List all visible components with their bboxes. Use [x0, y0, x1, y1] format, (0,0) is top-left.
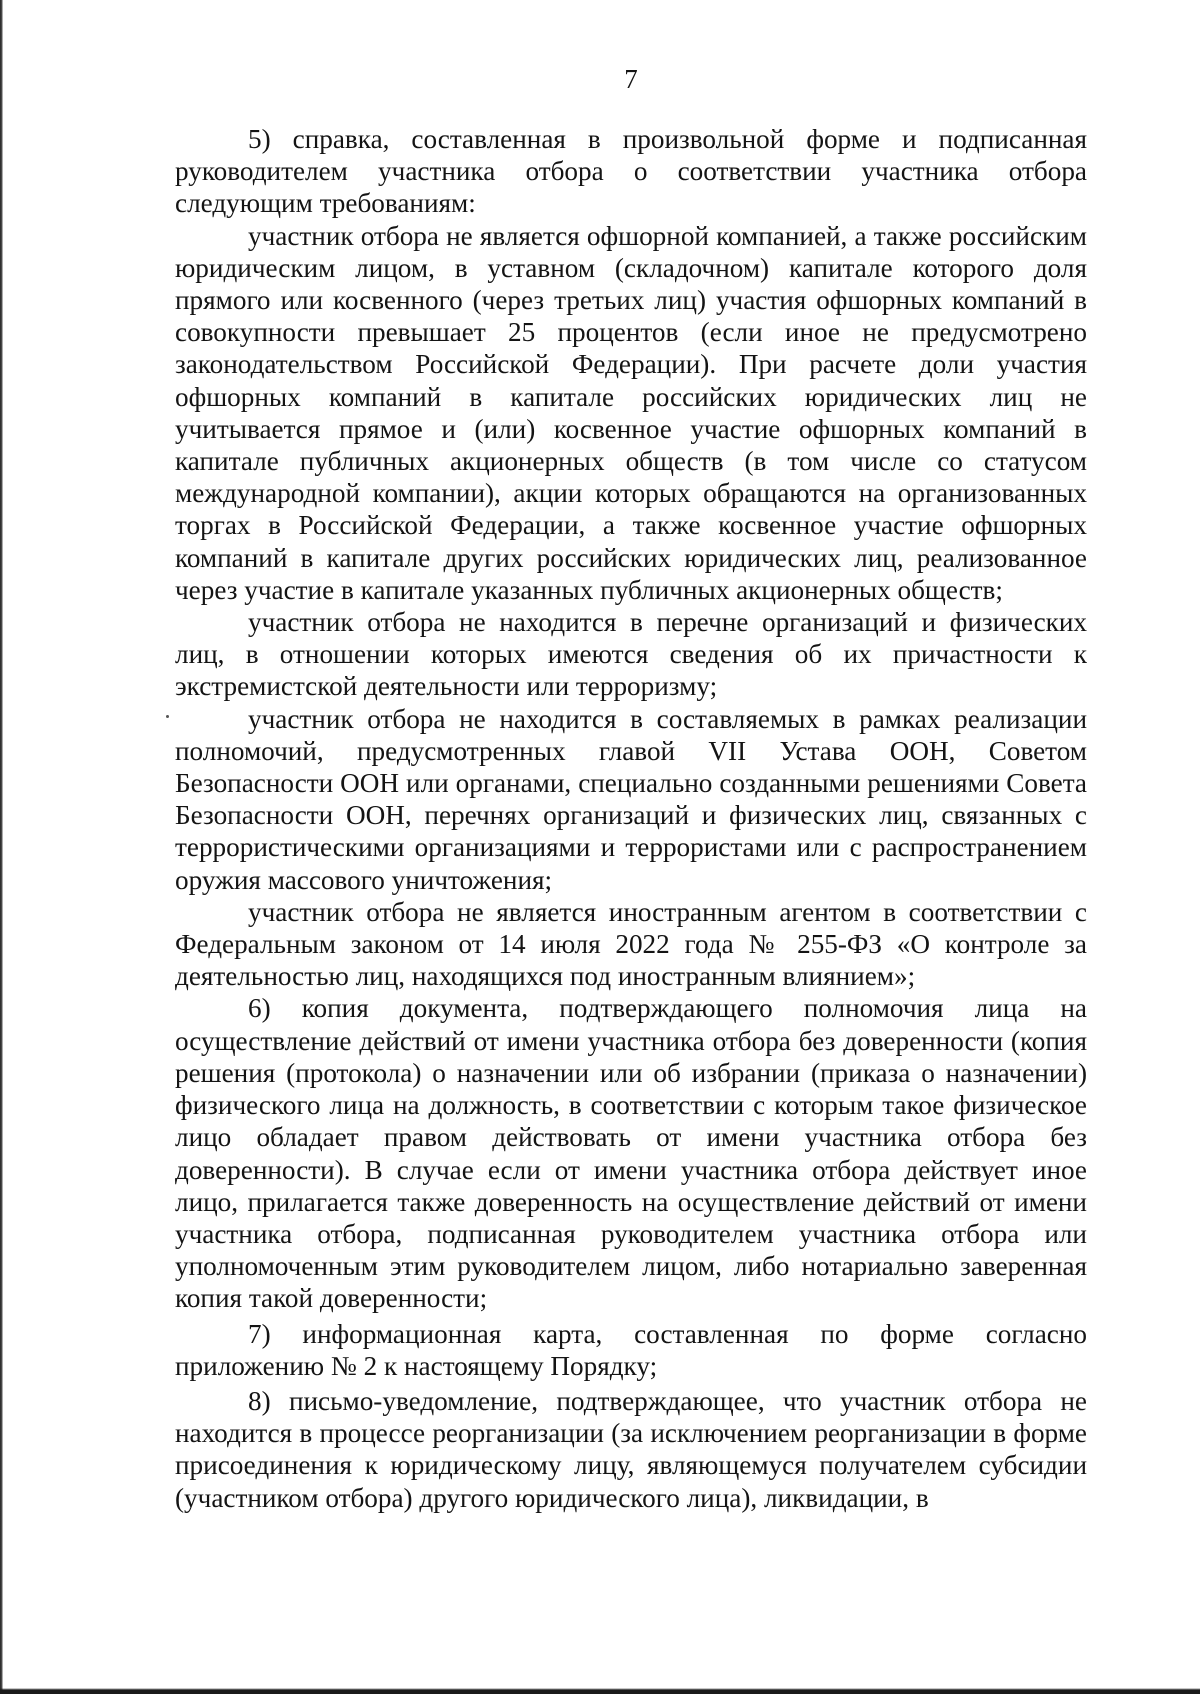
page-number: 7 [624, 64, 638, 94]
paragraph-foreign-agent-requirement: участник отбора не является иностранным агентом в соответствии с Федеральным законом от 14 июля 2022 года № 255-ФЗ «О контроле за деятельностью лиц, находящихся под иностранным влиянием»; [175, 896, 1087, 992]
scan-bottom-edge [0, 1688, 1200, 1694]
paragraph-item-7: 7) информационная карта, составленная по форме согласно приложению № 2 к настоящему Порядку; [175, 1318, 1087, 1381]
paragraph-item-8: 8) письмо-уведомление, подтверждающее, что участник отбора не находится в процессе реорганизации (за исключением реорганизации в форме присоединения к юридическому лицу, являющемуся получателем субсидии (участником отбора) другого юридического лица), ликвидации, в [175, 1385, 1087, 1513]
paragraph-item-5: 5) справка, составленная в произвольной форме и подписанная руководителем участника отбора о соответствии участника отбора следующим требованиям: [175, 124, 1087, 219]
paragraph-offshore-requirement: участник отбора не является офшорной компанией, а также российским юридическим лицом, в уставном (складочном) капитале которого доля прямого или косвенного (через третьих лиц) участия офшорных компаний в совокупности превышает 25 процентов (если иное не предусмотрено законодательством Российской Федерации). При расчете доли участия офшорных компаний в капитале российских юридических лиц не учитывается прямое и (или) косвенное участие офшорных компаний в капитале публичных акционерных обществ (в том числе со статусом международной компании), акции которых обращаются на организованных торгах в Российской Федерации, а также косвенное участие офшорных компаний в капитале других российских юридических лиц, реализованное через участие в капитале указанных публичных акционерных обществ; [175, 220, 1087, 605]
document-body [175, 123, 1087, 1514]
scan-left-edge [0, 0, 3, 1694]
scan-speck [166, 715, 169, 718]
paragraph-item-6: 6) копия документа, подтверждающего полномочия лица на осуществление действий от имени участника отбора без доверенности (копия решения (протокола) о назначении или об избрании (приказа о назначении) физического лица на должность, в соответствии с которым такое физическое лицо обладает правом действовать от имени участника отбора без доверенности). В случае если от имени участника отбора действует иное лицо, прилагается также доверенность на осуществление действий от имени участника отбора, подписанная руководителем участника отбора или уполномоченным этим руководителем лицом, либо нотариально заверенная копия такой доверенности; [175, 993, 1087, 1314]
paragraph-extremism-requirement: участник отбора не находится в перечне организаций и физических лиц, в отношении которых имеются сведения об их причастности к экстремистской деятельности или терроризму; [175, 607, 1087, 702]
paragraph-un-lists-requirement: участник отбора не находится в составляемых в рамках реализации полномочий, предусмотренных главой VII Устава ООН, Советом Безопасности ООН или органами, специально созданными решениями Совета Безопасности ООН, перечнях организаций и физических лиц, связанных с террористическими организациями и террористами или с распространением оружия массового уничтожения; [175, 703, 1087, 895]
